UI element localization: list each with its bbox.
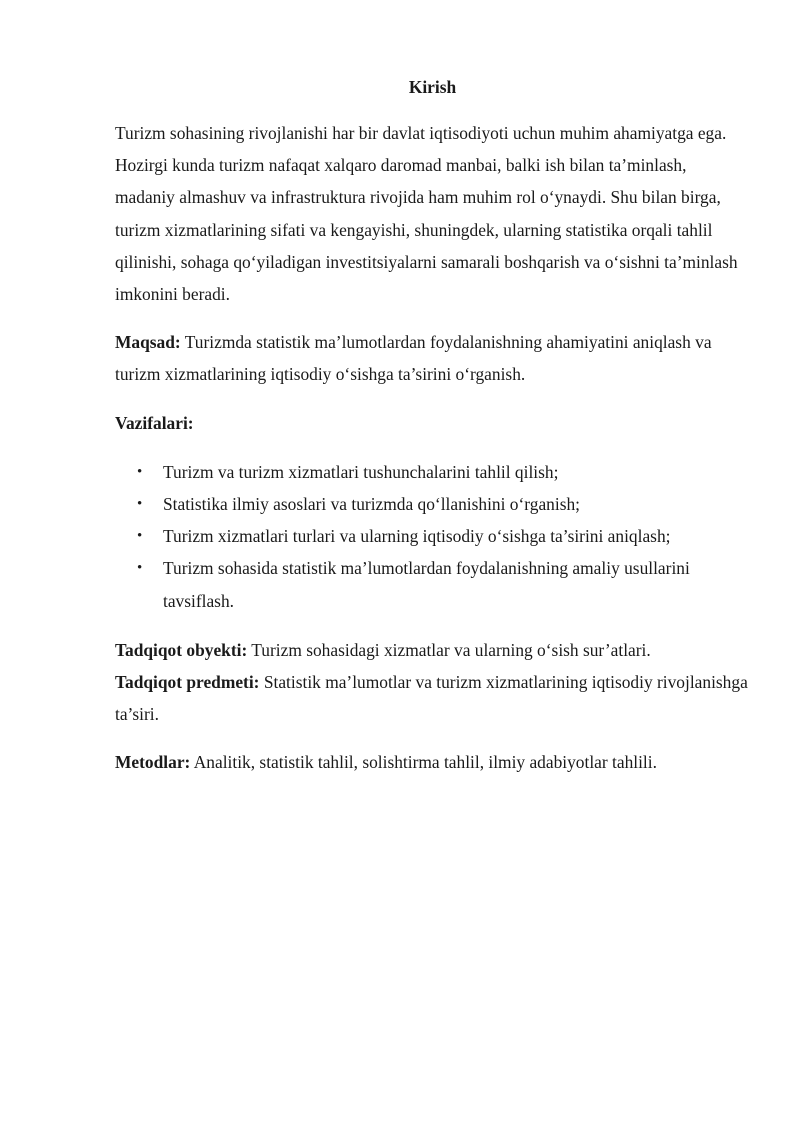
goal-paragraph xyxy=(115,326,750,390)
subject-paragraph xyxy=(115,666,750,730)
goal-label: Maqsad: xyxy=(115,332,181,353)
task-text: Turizm xizmatlari turlari va ularning iqtisodiy o‘sishga ta’sirini aniqlash; xyxy=(163,526,671,547)
methods-label: Metodlar: xyxy=(115,752,191,773)
object-text: Turizm sohasidagi xizmatlar va ularning o‘sish sur’atlari. xyxy=(251,639,651,660)
tasks-heading: Vazifalari: xyxy=(115,412,194,433)
page-title: Kirish xyxy=(408,77,457,97)
task-text: Turizm sohasida statistik ma’lumotlardan foydalanishning amaliy usullarini tavsiflash. xyxy=(163,558,690,611)
list-item xyxy=(115,488,750,520)
list-item xyxy=(115,520,750,552)
list-item xyxy=(115,456,750,488)
methods-text: Analitik, statistik tahlil, solishtirma tahlil, ilmiy adabiyotlar tahlili. xyxy=(193,752,657,773)
task-text: Statistika ilmiy asoslari va turizmda qo‘llanishini o‘rganish; xyxy=(163,494,580,515)
tasks-list xyxy=(115,456,750,617)
bullet-icon: • xyxy=(137,528,143,545)
bullet-icon: • xyxy=(137,496,143,513)
object-label: Tadqiqot obyekti: xyxy=(115,639,248,660)
methods-paragraph xyxy=(115,746,750,778)
goal-text: Turizmda statistik ma’lumotlardan foydalanishning ahamiyatini aniqlash va turizm xizmatlarining iqtisodiy o‘sishga ta’sirini o‘rganish. xyxy=(115,332,712,385)
document-content xyxy=(115,74,750,795)
subject-label: Tadqiqot predmeti: xyxy=(115,672,260,693)
bullet-icon: • xyxy=(137,463,143,480)
subject-text: Statistik ma’lumotlar va turizm xizmatlarining iqtisodiy rivojlanishga ta’siri. xyxy=(115,672,748,725)
object-paragraph xyxy=(115,634,750,666)
intro-paragraph: Turizm sohasining rivojlanishi har bir davlat iqtisodiyoti uchun muhim ahamiyatga ega. Hozirgi kunda turizm nafaqat xalqaro daromad manbai, balki ish bilan ta’minlash, madaniy almashuv va infrastruktura rivojida ham muhim rol o‘ynaydi. Shu bilan birga, turizm xizmatlarining sifati va kengayishi, shuningdek, ularning statistika orqali tahlil qilinishi, sohaga qo‘yiladigan investitsiyalarni samarali boshqarish va o‘sishni ta’minlash imkonini beradi. xyxy=(115,123,738,305)
list-item xyxy=(115,552,750,616)
task-text: Turizm va turizm xizmatlari tushunchalarini tahlil qilish; xyxy=(163,461,559,482)
bullet-icon: • xyxy=(137,560,143,577)
